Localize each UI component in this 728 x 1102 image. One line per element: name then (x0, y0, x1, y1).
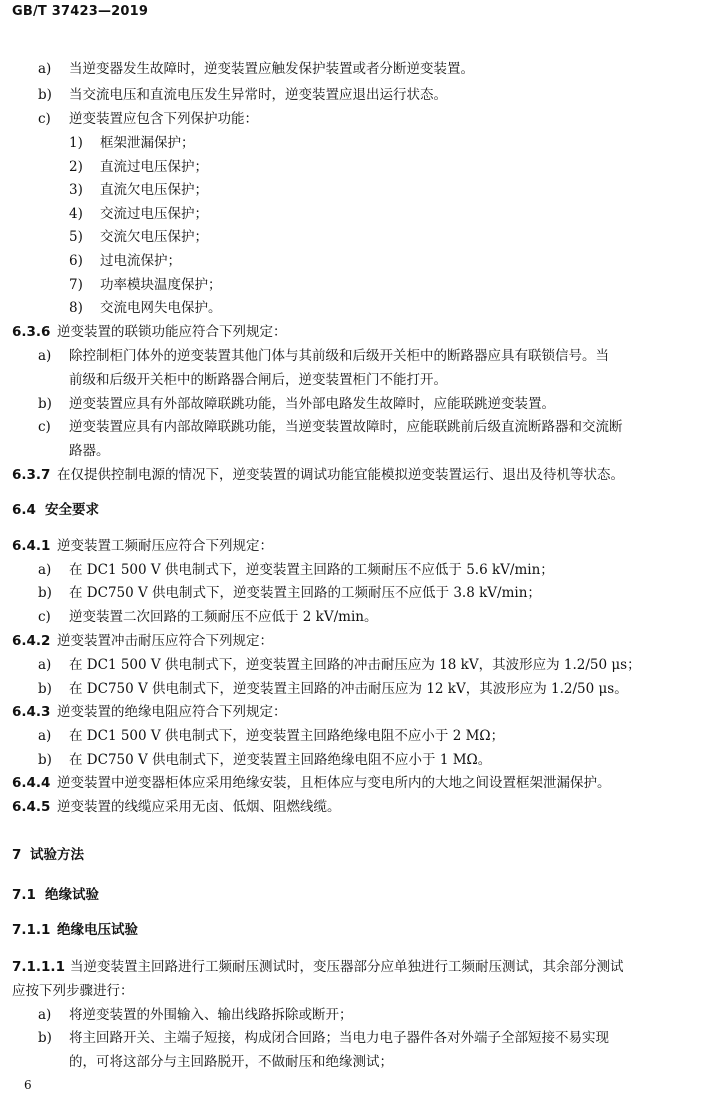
clause-number: 6.4.5 (12, 799, 51, 815)
item-label: a) (38, 657, 52, 673)
section-title: 绝缘电压试验 (57, 922, 138, 938)
section-number: 6.4 (12, 502, 36, 518)
clause-text: 逆变装置冲击耐压应符合下列规定： (57, 633, 273, 649)
sub-item-text: 直流过电压保护； (100, 159, 208, 175)
item-text-line-1: 将主回路开关、主端子短接，构成闭合回路；当电力电子器件各对外端子全部短接不易实现 (69, 1030, 609, 1046)
clause-number: 6.4.2 (12, 633, 51, 649)
item-text: 在 DC1 500 V 供电制式下，逆变装置主回路的工频耐压不应低于 5.6 kV/min； (69, 562, 554, 578)
section-title: 绝缘试验 (45, 887, 99, 903)
sub-item-label: 2) (69, 159, 83, 175)
sub-item-text: 框架泄漏保护； (100, 135, 195, 151)
item-text-line-2: 前级和后级开关柜中的断路器合闸后，逆变装置柜门不能打开。 (69, 372, 447, 388)
item-label: c) (38, 111, 51, 127)
item-text: 在 DC1 500 V 供电制式下，逆变装置主回路绝缘电阻不应小于 2 MΩ； (69, 728, 505, 744)
sub-item-label: 4) (69, 206, 83, 222)
item-label: c) (38, 419, 51, 435)
sub-item-label: 3) (69, 182, 83, 198)
item-label: b) (38, 396, 52, 412)
section-number: 7.1.1 (12, 922, 51, 938)
sub-item-label: 5) (69, 229, 83, 245)
sub-item-text: 交流电网失电保护。 (100, 300, 222, 316)
item-label: b) (38, 87, 52, 103)
item-text: 在 DC750 V 供电制式下，逆变装置主回路的冲击耐压应为 12 kV，其波形应为 1.2/50 μs。 (69, 681, 628, 697)
item-text: 逆变装置二次回路的工频耐压不应低于 2 kV/min。 (69, 609, 378, 625)
item-label: a) (38, 61, 52, 77)
item-label: b) (38, 585, 52, 601)
clause-number: 6.4.1 (12, 538, 51, 554)
item-label: b) (38, 752, 52, 768)
item-label: a) (38, 562, 52, 578)
clause-text-line-2: 应按下列步骤进行： (12, 983, 134, 999)
sub-item-text: 交流欠电压保护； (100, 229, 208, 245)
item-text: 在 DC750 V 供电制式下，逆变装置主回路的工频耐压不应低于 3.8 kV/min； (69, 585, 541, 601)
item-text: 当逆变器发生故障时，逆变装置应触发保护装置或者分断逆变装置。 (69, 61, 474, 77)
clause-text: 逆变装置的绝缘电阻应符合下列规定： (57, 704, 287, 720)
sub-item-label: 7) (69, 277, 83, 293)
clause-text: 逆变装置的联锁功能应符合下列规定： (57, 324, 287, 340)
item-text: 在 DC750 V 供电制式下，逆变装置主回路绝缘电阻不应小于 1 MΩ。 (69, 752, 492, 768)
sub-item-label: 1) (69, 135, 83, 151)
clause-number: 6.3.6 (12, 324, 51, 340)
sub-item-text: 过电流保护； (100, 253, 181, 269)
item-text: 逆变装置应包含下列保护功能： (69, 111, 258, 127)
item-text: 在 DC1 500 V 供电制式下，逆变装置主回路的冲击耐压应为 18 kV，其波形应为 1.2/50 μs； (69, 657, 641, 673)
sub-item-text: 交流过电压保护； (100, 206, 208, 222)
chapter-number: 7 (12, 847, 22, 863)
sub-item-label: 8) (69, 300, 83, 316)
item-text: 将逆变装置的外围输入、输出线路拆除或断开； (69, 1007, 353, 1023)
clause-text: 逆变装置工频耐压应符合下列规定： (57, 538, 273, 554)
item-text: 当交流电压和直流电压发生异常时，逆变装置应退出运行状态。 (69, 87, 447, 103)
item-text-line-2: 的，可将这部分与主回路脱开，不做耐压和绝缘测试； (69, 1054, 393, 1070)
item-label: a) (38, 728, 52, 744)
sub-item-text: 直流欠电压保护； (100, 182, 208, 198)
chapter-title: 试验方法 (30, 847, 84, 863)
item-text-line-2: 路器。 (69, 443, 110, 459)
clause-text: 逆变装置的线缆应采用无卤、低烟、阻燃线缆。 (57, 799, 341, 815)
sub-item-label: 6) (69, 253, 83, 269)
item-label: a) (38, 348, 52, 364)
clause-number: 6.4.3 (12, 704, 51, 720)
standard-header: GB/T 37423—2019 (12, 4, 149, 19)
item-label: b) (38, 681, 52, 697)
clause-text: 逆变装置中逆变器柜体应采用绝缘安装，且柜体应与变电所内的大地之间设置框架泄漏保护。 (57, 775, 611, 791)
page-number: 6 (24, 1078, 32, 1092)
section-title: 安全要求 (45, 502, 99, 518)
section-number: 7.1 (12, 887, 36, 903)
item-label: a) (38, 1007, 52, 1023)
item-text-line-1: 逆变装置应具有内部故障联跳功能，当逆变装置故障时，应能联跳前后级直流断路器和交流断 (69, 419, 623, 435)
item-text: 逆变装置应具有外部故障联跳功能，当外部电路发生故障时，应能联跳逆变装置。 (69, 396, 555, 412)
item-text-line-1: 除控制柜门体外的逆变装置其他门体与其前级和后级开关柜中的断路器应具有联锁信号。当 (69, 348, 609, 364)
clause-text-line-1: 当逆变装置主回路进行工频耐压测试时，变压器部分应单独进行工频耐压测试，其余部分测试 (70, 959, 624, 975)
item-label: c) (38, 609, 51, 625)
clause-number: 6.3.7 (12, 467, 51, 483)
clause-text: 在仅提供控制电源的情况下，逆变装置的调试功能宜能模拟逆变装置运行、退出及待机等状态。 (57, 467, 624, 483)
sub-item-text: 功率模块温度保护； (100, 277, 222, 293)
clause-number: 7.1.1.1 (12, 959, 65, 975)
item-label: b) (38, 1030, 52, 1046)
clause-number: 6.4.4 (12, 775, 51, 791)
